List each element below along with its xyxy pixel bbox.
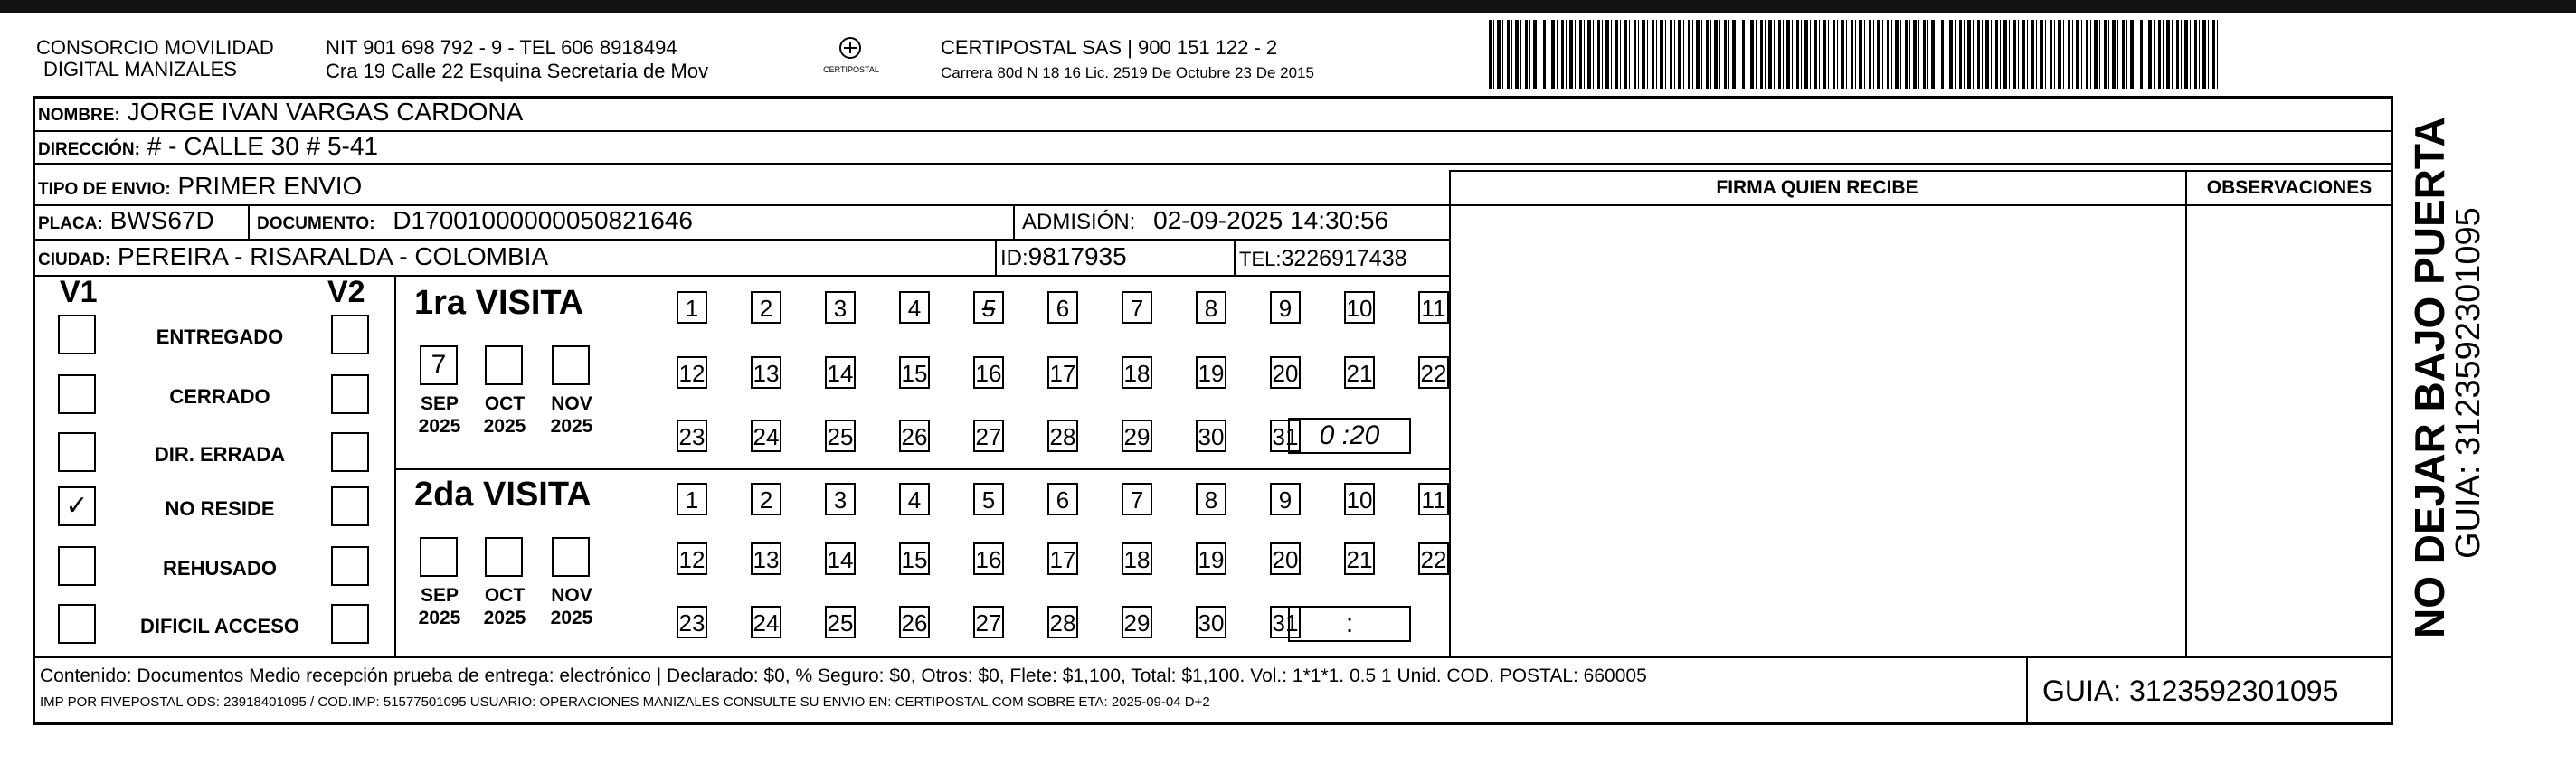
- visit1-day-29[interactable]: 29: [1122, 420, 1152, 452]
- status-label-dificil-acceso: DIFICIL ACCESO: [139, 615, 299, 637]
- visit1-day-16[interactable]: 16: [973, 356, 1004, 389]
- visit2-day-20[interactable]: 20: [1270, 542, 1301, 575]
- col-divider: [1013, 204, 1015, 239]
- visit2-day-13[interactable]: 13: [751, 542, 781, 575]
- visit2-day-7[interactable]: 7: [1122, 483, 1152, 515]
- tel-field: [1239, 244, 1407, 274]
- visit1-day-9[interactable]: 9: [1270, 291, 1301, 324]
- side-warning: NO DEJAR BAJO PUERTA: [2406, 117, 2453, 638]
- certipostal-line: CERTIPOSTAL SAS | 900 151 122 - 2: [941, 36, 1278, 59]
- visit1-month-label-nov: [545, 392, 599, 438]
- logo-text: CERTIPOSTAL: [823, 65, 879, 74]
- v1-checkbox-rehusado[interactable]: [58, 546, 96, 586]
- firma-quien-recibe-header: FIRMA QUIEN RECIBE: [1716, 177, 1918, 198]
- signature-area[interactable]: [1453, 208, 2182, 655]
- visit2-month-name: SEP: [420, 585, 459, 606]
- visit1-day-1[interactable]: 1: [677, 291, 707, 324]
- visit2-title: 2da VISITA: [414, 476, 592, 514]
- visit1-month-checkbox-oct[interactable]: [485, 345, 523, 385]
- visit2-month-label-nov: [545, 584, 599, 629]
- visit1-day-30[interactable]: 30: [1196, 420, 1226, 452]
- visit2-time-field[interactable]: :: [1288, 606, 1411, 642]
- status-label-cerrado: CERRADO: [169, 385, 270, 408]
- visit2-day-22[interactable]: 22: [1418, 542, 1449, 575]
- visit1-month-label-sep: [412, 392, 467, 438]
- admision-field: [1022, 206, 1388, 237]
- nit-line: NIT 901 698 792 - 9 - TEL 606 8918494: [326, 36, 677, 59]
- visit2-month-year: 2025: [550, 608, 593, 628]
- col-divider: [1234, 239, 1236, 275]
- side-guia: GUIA: 3123592301095: [2449, 207, 2487, 559]
- visit2-day-25[interactable]: 25: [825, 606, 856, 638]
- row-divider: [1449, 204, 2393, 206]
- visit2-day-4[interactable]: 4: [899, 483, 930, 515]
- row-divider: [33, 130, 2393, 132]
- id-label: ID:: [1000, 246, 1028, 270]
- visit2-day-31[interactable]: 31: [1270, 606, 1301, 638]
- consortium-name-line1: CONSORCIO MOVILIDAD: [36, 36, 274, 59]
- visit1-day-22[interactable]: 22: [1418, 356, 1449, 389]
- imp-text: IMP POR FIVEPOSTAL ODS: 23918401095 / COD.IMP: 51577501095 USUARIO: OPERACIONES MANIZALES CONSULTE SU ENVIO EN: CERTIPOSTAL.COM SOBRE ETA: 2025-09-04 D+2: [40, 694, 1210, 710]
- tel-label: TEL:: [1239, 248, 1282, 270]
- visit2-day-5[interactable]: 5: [973, 483, 1004, 515]
- consortium-name-line2: DIGITAL MANIZALES: [43, 58, 237, 80]
- visit1-day-6[interactable]: 6: [1047, 291, 1078, 324]
- direccion-value: # - CALLE 30 # 5-41: [147, 132, 379, 160]
- col-divider: [248, 204, 250, 239]
- visit1-day-14[interactable]: 14: [825, 356, 856, 389]
- tipo-envio-field: [38, 172, 362, 204]
- visit2-day-10[interactable]: 10: [1344, 483, 1375, 515]
- visit2-month-checkbox-nov[interactable]: [552, 537, 590, 577]
- col-divider: [995, 239, 997, 275]
- tipo-envio-value: PRIMER ENVIO: [177, 172, 363, 200]
- visit1-day-15[interactable]: 15: [899, 356, 930, 389]
- visit1-day-17[interactable]: 17: [1047, 356, 1078, 389]
- visit2-month-year: 2025: [418, 608, 461, 628]
- certipostal-address: Carrera 80d N 18 16 Lic. 2519 De Octubre 23 De 2015: [941, 64, 1314, 81]
- observaciones-header: OBSERVACIONES: [2206, 177, 2372, 198]
- visit1-day-27[interactable]: 27: [973, 420, 1004, 452]
- v1-header: V1: [60, 275, 98, 309]
- ciudad-label: CIUDAD:: [38, 250, 111, 269]
- direccion-field: [38, 132, 378, 165]
- visit2-day-17[interactable]: 17: [1047, 542, 1078, 575]
- visit1-day-10[interactable]: 10: [1344, 291, 1375, 324]
- visit1-day-11[interactable]: 11: [1418, 291, 1449, 324]
- visit1-day-4[interactable]: 4: [899, 291, 930, 324]
- tipo-envio-label: TIPO DE ENVIO:: [38, 180, 171, 199]
- v2-checkbox-dificil-acceso[interactable]: [331, 604, 369, 644]
- nombre-field: [38, 98, 523, 130]
- col-divider: [2026, 656, 2028, 725]
- col-divider: [394, 275, 396, 656]
- visit1-day-31[interactable]: 31: [1270, 420, 1301, 452]
- visit1-month-name: OCT: [484, 393, 526, 414]
- visit1-day-7[interactable]: 7: [1122, 291, 1152, 324]
- tel-value: 3226917438: [1281, 246, 1407, 271]
- certipostal-logo-icon: [830, 36, 870, 63]
- visit2-day-19[interactable]: 19: [1196, 542, 1226, 575]
- visit2-day-9[interactable]: 9: [1270, 483, 1301, 515]
- id-value: 9817935: [1028, 242, 1127, 270]
- visit1-month-year: 2025: [418, 416, 461, 437]
- barcode: [1489, 20, 2221, 89]
- visit2-day-29[interactable]: 29: [1122, 606, 1152, 638]
- visit1-day-23[interactable]: 23: [677, 420, 707, 452]
- visit1-day-5[interactable]: 5: [973, 291, 1004, 324]
- footer-divider: [33, 656, 2393, 658]
- visit1-day-18[interactable]: 18: [1122, 356, 1152, 389]
- visit2-month-year: 2025: [483, 608, 526, 628]
- row-divider: [33, 275, 1449, 277]
- col-divider: [1449, 170, 1451, 656]
- visit1-day-28[interactable]: 28: [1047, 420, 1078, 452]
- v2-checkbox-cerrado[interactable]: [331, 374, 369, 414]
- observations-area[interactable]: [2189, 208, 2390, 655]
- row-divider: [33, 239, 1449, 241]
- visit1-day-19[interactable]: 19: [1196, 356, 1226, 389]
- id-field: [1000, 242, 1127, 273]
- ciudad-value: PEREIRA - RISARALDA - COLOMBIA: [118, 242, 549, 270]
- visit1-month-year: 2025: [483, 416, 526, 437]
- address-line: Cra 19 Calle 22 Esquina Secretaria de Mov: [326, 60, 709, 82]
- visit2-month-label-sep: [412, 584, 467, 629]
- visit1-day-3[interactable]: 3: [825, 291, 856, 324]
- visit1-title: 1ra VISITA: [414, 284, 584, 322]
- v1-checkbox-dir-errada[interactable]: [58, 432, 96, 472]
- visit2-month-name: OCT: [484, 585, 526, 606]
- status-label-entregado: ENTREGADO: [156, 325, 284, 348]
- v2-checkbox-no-reside[interactable]: [331, 486, 369, 526]
- v2-checkbox-dir-errada[interactable]: [331, 432, 369, 472]
- direccion-label: DIRECCIÓN:: [38, 140, 140, 159]
- visit1-day-25[interactable]: 25: [825, 420, 856, 452]
- visit1-day-2[interactable]: 2: [751, 291, 781, 324]
- v2-checkbox-entregado[interactable]: [331, 315, 369, 354]
- visit-divider: [394, 468, 1449, 470]
- visit1-month-checkbox-nov[interactable]: [552, 345, 590, 385]
- visit2-day-15[interactable]: 15: [899, 542, 930, 575]
- visit2-day-2[interactable]: 2: [751, 483, 781, 515]
- placa-label: PLACA:: [38, 214, 103, 233]
- visit1-day-8[interactable]: 8: [1196, 291, 1226, 324]
- visit1-day-24[interactable]: 24: [751, 420, 781, 452]
- documento-field: [257, 206, 693, 239]
- v1-checkbox-entregado[interactable]: [58, 315, 96, 354]
- v1-checkbox-dificil-acceso[interactable]: [58, 604, 96, 644]
- v1-checkbox-no-reside[interactable]: ✓: [58, 486, 96, 526]
- visit1-month-name: NOV: [551, 393, 592, 414]
- v1-checkbox-cerrado[interactable]: [58, 374, 96, 414]
- guia-box: GUIA: 3123592301095: [2042, 675, 2339, 707]
- nombre-label: NOMBRE:: [38, 106, 120, 125]
- visit2-month-checkbox-oct[interactable]: [485, 537, 523, 577]
- visit1-day-26[interactable]: 26: [899, 420, 930, 452]
- col-divider: [2185, 170, 2187, 656]
- top-scan-edge: [0, 0, 2576, 13]
- visit2-day-21[interactable]: 21: [1344, 542, 1375, 575]
- v2-checkbox-rehusado[interactable]: [331, 546, 369, 586]
- visit1-day-13[interactable]: 13: [751, 356, 781, 389]
- visit2-month-label-oct: [478, 584, 532, 629]
- visit2-day-12[interactable]: 12: [677, 542, 707, 575]
- visit2-day-1[interactable]: 1: [677, 483, 707, 515]
- visit1-month-label-oct: [478, 392, 532, 438]
- admision-value: 02-09-2025 14:30:56: [1153, 206, 1389, 234]
- visit2-day-8[interactable]: 8: [1196, 483, 1226, 515]
- documento-value: D17001000000050821646: [393, 206, 693, 234]
- visit2-day-26[interactable]: 26: [899, 606, 930, 638]
- nombre-value: JORGE IVAN VARGAS CARDONA: [127, 98, 524, 126]
- placa-field: [38, 206, 214, 239]
- visit1-month-checkbox-sep[interactable]: 7: [420, 345, 458, 385]
- visit2-day-18[interactable]: 18: [1122, 542, 1152, 575]
- status-label-dir-errada: DIR. ERRADA: [154, 443, 286, 466]
- visit2-day-14[interactable]: 14: [825, 542, 856, 575]
- visit2-day-16[interactable]: 16: [973, 542, 1004, 575]
- contenido-text: Contenido: Documentos Medio recepción prueba de entrega: electrónico | Declarado: $0, % Seguro: $0, Otros: $0, Flete: $1,100, Total: $1,100. Vol.: 1*1*1. 0.5 1 Unid. COD. POSTAL: 660005: [40, 665, 1647, 686]
- visit1-time-field[interactable]: 0 :20: [1288, 418, 1411, 454]
- visit2-day-11[interactable]: 11: [1418, 483, 1449, 515]
- visit2-day-28[interactable]: 28: [1047, 606, 1078, 638]
- visit2-day-23[interactable]: 23: [677, 606, 707, 638]
- visit2-day-24[interactable]: 24: [751, 606, 781, 638]
- documento-label: DOCUMENTO:: [257, 214, 375, 233]
- visit2-day-30[interactable]: 30: [1196, 606, 1226, 638]
- visit1-month-year: 2025: [550, 416, 593, 437]
- visit1-month-name: SEP: [420, 393, 459, 414]
- placa-value: BWS67D: [109, 206, 214, 234]
- row-divider: [1449, 170, 2393, 172]
- visit1-day-21[interactable]: 21: [1344, 356, 1375, 389]
- visit2-day-3[interactable]: 3: [825, 483, 856, 515]
- visit1-day-12[interactable]: 12: [677, 356, 707, 389]
- visit1-day-20[interactable]: 20: [1270, 356, 1301, 389]
- ciudad-field: [38, 242, 548, 275]
- status-label-no-reside: NO RESIDE: [165, 497, 275, 520]
- row-divider: [33, 163, 2393, 165]
- admision-label: ADMISIÓN:: [1022, 210, 1136, 234]
- visit2-day-27[interactable]: 27: [973, 606, 1004, 638]
- v2-header: V2: [327, 275, 365, 309]
- visit2-day-6[interactable]: 6: [1047, 483, 1078, 515]
- visit2-month-name: NOV: [551, 585, 592, 606]
- visit2-month-checkbox-sep[interactable]: [420, 537, 458, 577]
- status-label-rehusado: REHUSADO: [163, 557, 277, 580]
